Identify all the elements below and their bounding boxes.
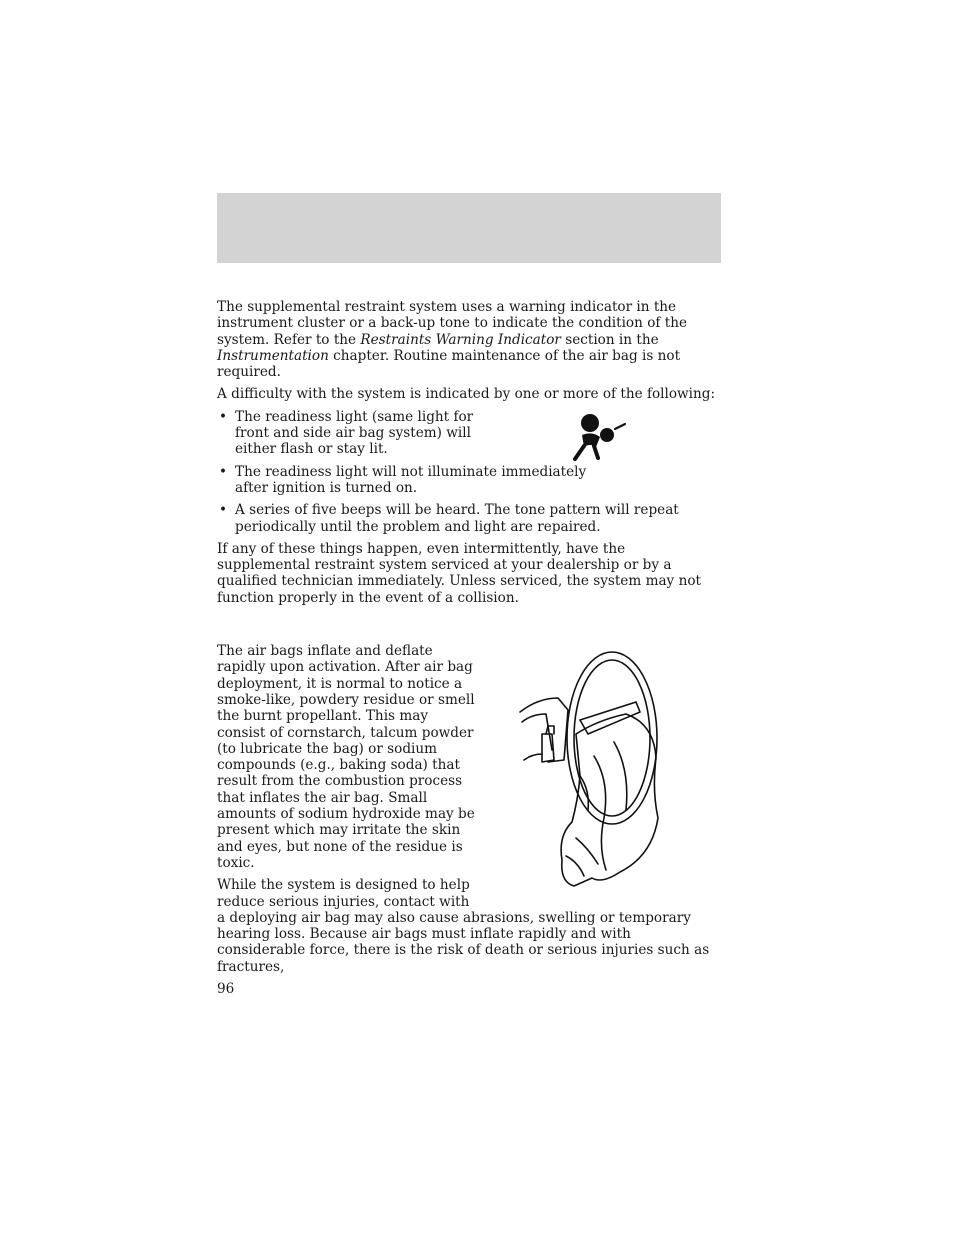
injury-text-b: a deploying air bag may also cause abrasions, swelling or temporary hearing loss. Because air bags must inflate rapidly and with considerable force, there is the risk of death or serious injuries such as fractures, <box>217 909 710 975</box>
intro-text-c: chapter. Routine maintenance of the air bag is not required. <box>217 347 681 381</box>
service-paragraph: If any of these things happen, even intermittently, have the supplemental restraint system serviced at your dealership or by a qualified technician immediately. Unless serviced, the system may not function properly in the event of a collision. <box>217 540 701 606</box>
page-number: 96 <box>217 981 235 997</box>
intro-reference-warning-indicator: Restraints Warning Indicator <box>360 331 561 348</box>
bullet-item: • The readiness light (same light for front and side air bag system) will either flash or stay lit. <box>217 409 475 458</box>
chapter-header-band <box>217 193 721 263</box>
bullet-item: • The readiness light will not illuminate immediately after ignition is turned on. <box>217 464 595 497</box>
airbag-readiness-icon <box>572 413 628 463</box>
intro-text-b: section in the <box>560 331 659 348</box>
intro-reference-instrumentation: Instrumentation <box>217 347 329 364</box>
section-gap <box>217 612 721 643</box>
deployment-paragraph: The air bags inflate and deflate rapidly upon activation. After air bag deployment, it is normal to notice a smoke-like, powdery residue or smell the burnt propellant. This may consist of cornstarch, talcum powder (to lubricate the bag) or sodium compounds (e.g., baking soda) that result from the combustion process that inflates the air bag. Small amounts of sodium hydroxide may be present which may irritate the skin and eyes, but none of the residue is toxic. <box>217 643 475 871</box>
intro-paragraph <box>217 299 721 380</box>
deployed-airbag-illustration <box>518 650 666 893</box>
bullet-item: • A series of five beeps will be heard. The tone pattern will repeat periodically until the problem and light are repaired. <box>217 502 721 535</box>
difficulty-paragraph: A difficulty with the system is indicated by one or more of the following: <box>217 386 716 403</box>
intro-text-a: The supplemental restraint system uses a warning indicator in the instrument cluster or a back-up tone to indicate the condition of the system. Refer to the <box>217 299 687 348</box>
injury-text-a: While the system is designed to help reduce serious injuries, contact with <box>217 877 470 910</box>
